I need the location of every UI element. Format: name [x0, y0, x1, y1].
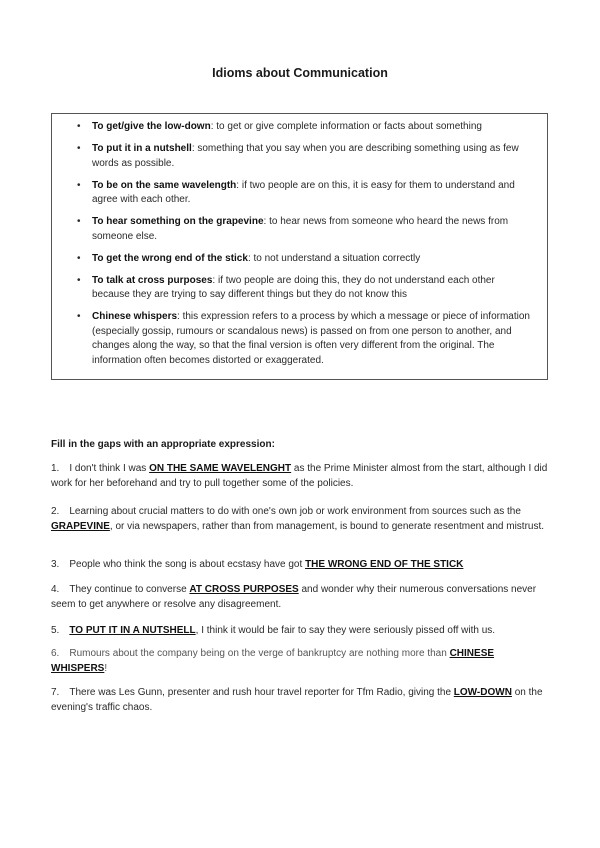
idiom-item — [77, 252, 535, 267]
idiom-term: To get the wrong end of the stick — [92, 252, 248, 264]
question-text-after: ! — [104, 662, 108, 674]
question-text-before: Learning about crucial matters to do with one's own job or work environment from sources such as the — [69, 506, 521, 517]
bullet-icon: • — [77, 252, 81, 264]
question-item — [51, 624, 551, 639]
idiom-separator: : — [212, 274, 218, 286]
exercise-instruction: Fill in the gaps with an appropriate expression: — [51, 439, 275, 450]
question-number: 1. — [51, 463, 60, 474]
question-text-after: , or via newspapers, rather than from management, is bound to generate resentment and mistrust. — [109, 520, 545, 532]
question-item — [51, 686, 551, 715]
idiom-definition: if two people are on this, it is easy for them to understand and agree with each other. — [92, 179, 515, 205]
answer-text: TO PUT IT IN A NUTSHELL — [69, 625, 196, 636]
bullet-icon: • — [77, 274, 81, 286]
idiom-definition: to not understand a situation correctly — [253, 252, 421, 264]
idiom-term: Chinese whispers — [92, 311, 178, 322]
question-text-before: I don't think I was — [69, 463, 150, 474]
idiom-definition: to hear news from someone who heard the news from someone else. — [92, 216, 509, 242]
bullet-icon: • — [77, 216, 81, 227]
question-item — [51, 558, 551, 573]
idiom-definitions-box — [51, 113, 548, 380]
idiom-term: To hear something on the grapevine — [92, 216, 264, 227]
question-number: 2. — [51, 506, 60, 517]
bullet-icon: • — [77, 143, 81, 154]
page-title: Idioms about Communication — [212, 66, 388, 80]
idiom-separator: : — [247, 252, 254, 264]
question-text-after: and wonder why their numerous conversations never seem to get anywhere or resolve any disagreement. — [51, 584, 537, 610]
idiom-separator: : — [191, 143, 198, 154]
question-number: 3. — [51, 559, 60, 570]
idiom-item — [77, 274, 535, 303]
bullet-icon: • — [77, 179, 81, 191]
idiom-term: To put it in a nutshell — [92, 143, 192, 154]
question-number: 7. — [51, 687, 60, 698]
idiom-separator: : — [177, 311, 183, 322]
idiom-item — [77, 310, 535, 368]
answer-text: CHINESE WHISPERS — [51, 648, 495, 674]
question-item — [51, 505, 551, 534]
idiom-item — [77, 120, 535, 135]
idiom-definition: if two people are doing this, they do not understand each other because they are trying to say different things but they do not know this — [92, 274, 495, 300]
bullet-icon: • — [77, 311, 81, 322]
question-text-after: as the Prime Minister almost from the start, although I did work for her beforehand and try to pull together some of the policies. — [51, 463, 548, 489]
question-number: 4. — [51, 584, 60, 595]
question-item — [51, 647, 551, 676]
question-text-after: on the evening's traffic chaos. — [51, 687, 543, 713]
idiom-definition: this expression refers to a process by which a message or piece of information (especially gossip, rumours or scandalous news) is passed on from one person to another, and changes along the way, so that the final version is often very different from the original. The information often becomes distorted or exaggerated. — [92, 311, 530, 366]
idiom-separator: : — [263, 216, 270, 227]
idiom-separator: : — [236, 179, 242, 191]
idiom-item — [77, 179, 535, 208]
answer-text: ON THE SAME WAVELENGHT — [149, 463, 292, 474]
question-number: 6. — [51, 648, 60, 659]
idiom-definition: to get or give complete information or facts about something — [216, 121, 482, 132]
answer-text: LOW-DOWN — [453, 687, 512, 698]
question-text-before: They continue to converse — [69, 584, 190, 595]
question-number: 5. — [51, 625, 60, 636]
answer-text: AT CROSS PURPOSES — [189, 584, 299, 595]
question-item — [51, 462, 551, 491]
idiom-item — [77, 142, 535, 171]
idiom-item — [77, 215, 535, 244]
idiom-term: To get/give the low-down — [92, 121, 211, 132]
idiom-definition: something that you say when you are describing something using as few words as possible. — [92, 143, 519, 169]
question-text-before: There was Les Gunn, presenter and rush hour travel reporter for Tfm Radio, giving the — [69, 687, 454, 698]
answer-text: THE WRONG END OF THE STICK — [305, 559, 464, 570]
idiom-list — [52, 114, 547, 368]
answer-text: GRAPEVINE — [51, 520, 110, 532]
idiom-term: To be on the same wavelength — [92, 179, 237, 191]
question-text-after: , I think it would be fair to say they were seriously pissed off with us. — [195, 625, 496, 636]
question-text-before: People who think the song is about ecstasy have got — [69, 559, 306, 570]
question-item — [51, 583, 551, 612]
idiom-term: To talk at cross purposes — [92, 274, 213, 286]
idiom-separator: : — [210, 121, 217, 132]
bullet-icon: • — [77, 121, 81, 132]
question-text-before: Rumours about the company being on the verge of bankruptcy are nothing more than — [69, 648, 450, 659]
